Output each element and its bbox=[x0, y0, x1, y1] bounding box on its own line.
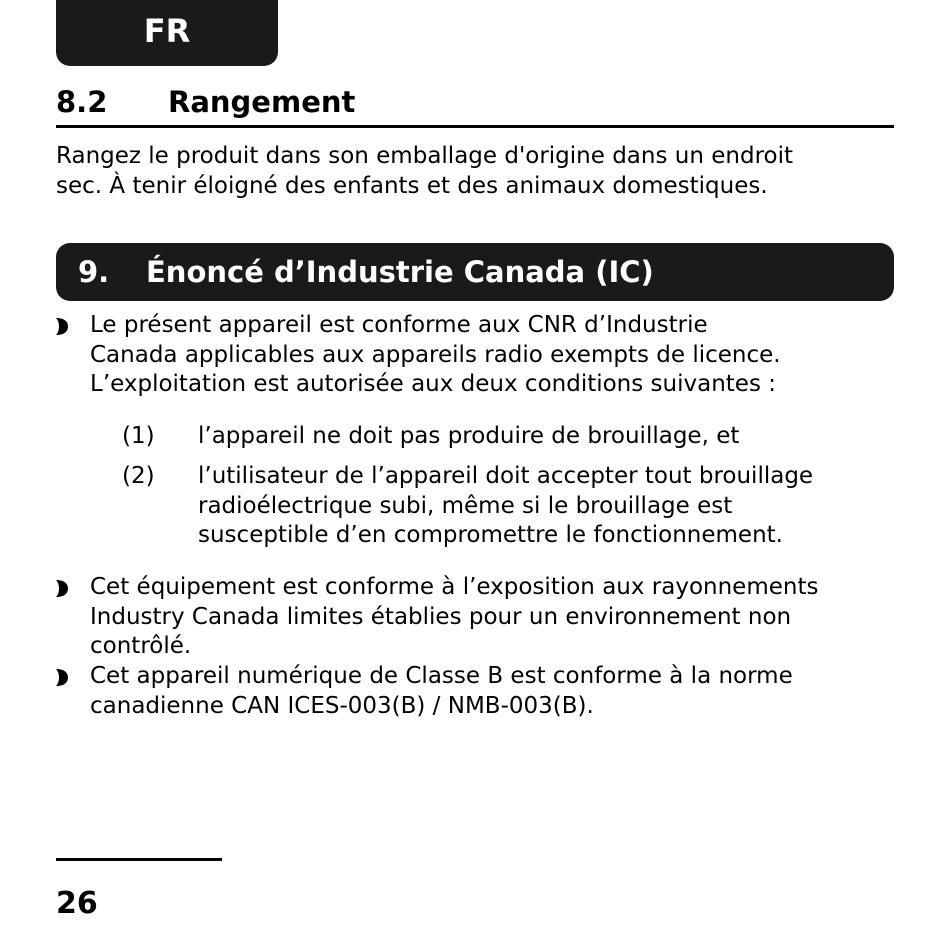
condition-number: (2) bbox=[122, 463, 155, 489]
section-heading-9 bbox=[56, 243, 894, 301]
bullet-item bbox=[56, 662, 894, 721]
condition-item bbox=[122, 422, 882, 452]
bullet-text bbox=[90, 573, 894, 662]
bullet-line: canadienne CAN ICES-003(B) / NMB-003(B). bbox=[90, 692, 594, 719]
bullet-line: Cet équipement est conforme à l’exposition aux rayonnements bbox=[90, 574, 819, 600]
language-code: FR bbox=[143, 12, 191, 50]
condition-number: (1) bbox=[122, 423, 155, 449]
bullet-line: Le présent appareil est conforme aux CNR d’Industrie bbox=[90, 312, 708, 338]
condition-text bbox=[198, 422, 882, 452]
condition-line: radioélectrique subi, même si le brouillage est bbox=[198, 492, 733, 519]
storage-paragraph bbox=[56, 142, 894, 201]
bullet-marker-icon bbox=[56, 662, 70, 692]
bullet-line: contrôlé. bbox=[90, 633, 192, 659]
bullet-line: L’exploitation est autorisée aux deux conditions suivantes : bbox=[90, 371, 777, 397]
section-heading-8-2 bbox=[56, 82, 894, 128]
language-tab bbox=[56, 0, 278, 66]
condition-line: l’appareil ne doit pas produire de brouillage, et bbox=[198, 423, 740, 449]
bullet-text bbox=[90, 662, 894, 721]
bullet-line: Cet appareil numérique de Classe B est conforme à la norme bbox=[90, 663, 793, 689]
condition-item bbox=[122, 462, 882, 551]
bullet-marker-icon bbox=[56, 311, 70, 341]
condition-text bbox=[198, 462, 882, 551]
footer-divider bbox=[56, 858, 222, 861]
page-number: 26 bbox=[56, 886, 98, 921]
section-title: Énoncé d’Industrie Canada (IC) bbox=[146, 255, 654, 289]
section-title: Rangement bbox=[168, 85, 356, 119]
bullet-item bbox=[56, 573, 894, 662]
paragraph-line: Rangez le produit dans son emballage d'origine dans un endroit bbox=[56, 143, 793, 169]
bullet-marker-icon bbox=[56, 573, 70, 603]
bullet-line: Canada applicables aux appareils radio exempts de licence. bbox=[90, 341, 781, 368]
condition-line: susceptible d’en compromettre le fonctionnement. bbox=[198, 522, 783, 548]
bullet-line: Industry Canada limites établies pour un environnement non bbox=[90, 603, 792, 630]
bullet-item bbox=[56, 311, 894, 400]
section-number: 8.2 bbox=[56, 85, 108, 119]
condition-line: l’utilisateur de l’appareil doit accepter tout brouillage bbox=[198, 463, 814, 489]
paragraph-line: sec. À tenir éloigné des enfants et des animaux domestiques. bbox=[56, 172, 768, 199]
bullet-text bbox=[90, 311, 894, 400]
section-number: 9. bbox=[78, 255, 110, 289]
